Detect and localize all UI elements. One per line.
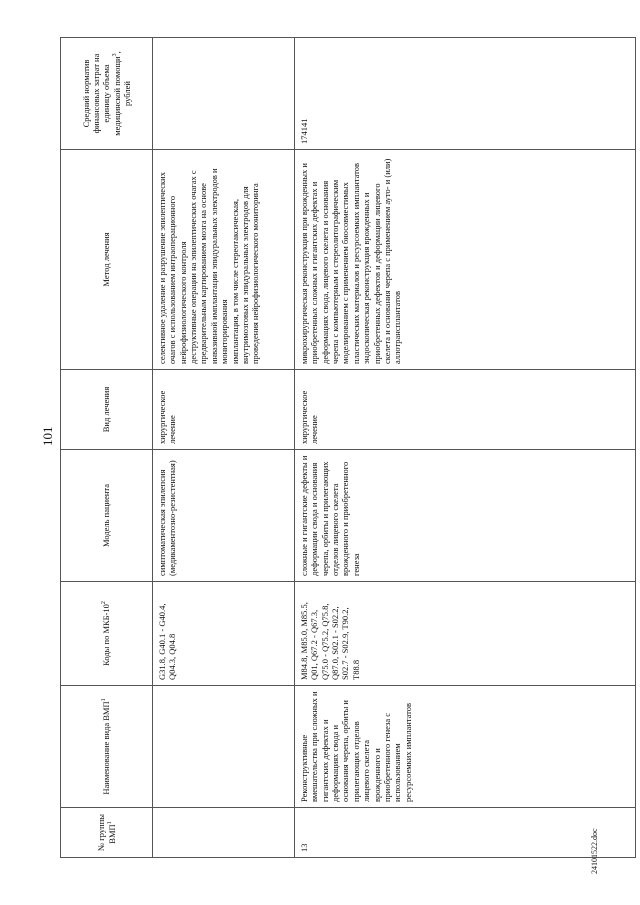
table-row bbox=[295, 38, 636, 858]
header-patient-model: Модель пациента bbox=[61, 450, 153, 582]
table-row bbox=[153, 38, 295, 858]
cell-treatment-method bbox=[153, 150, 295, 370]
treatment-method-item: деструктивные операции на эпилептических очагах с предварительным картированием мозга на основе инвазивной имплантации эпидуральных электродов и мониторирования bbox=[188, 168, 230, 364]
treatment-method-item: эндоскопическая реконструкция врожденных и приобретенных дефектов и деформации лицевого скелета и основания черепа с применением ауто- и (или) аллотрансплантатов bbox=[361, 158, 403, 364]
page-number: 101 bbox=[40, 426, 55, 446]
cell-treatment-method bbox=[295, 150, 636, 370]
treatment-method-item: селективное удаление и разрушение эпилептических очагов с использованием интраоперационного нейрофизиологического контроля bbox=[157, 172, 188, 364]
cell-avg-cost bbox=[153, 38, 295, 150]
cell-group-no bbox=[153, 808, 295, 858]
vmp-table bbox=[60, 37, 636, 858]
rotated-table-wrapper bbox=[60, 38, 636, 858]
cell-treatment-type: хирургическое лечение bbox=[153, 370, 295, 450]
cell-patient-model: симптоматическая эпилепсия (медикаментозно-резистентная) bbox=[153, 450, 295, 582]
cell-icd-codes: G31.8, G40.1 - G40.4, Q04.3, Q04.8 bbox=[153, 582, 295, 686]
header-icd-codes: Коды по МКБ-$10^2$ bbox=[61, 582, 153, 686]
cell-vmp-name: Реконструктивные вмешательства при сложных и гигантских дефектах и деформациях свода и основания черепа, орбиты и прилегающих отделов лицевого скелета врожденного и приобретенного генеза с использованием ресурсоемких имплантатов bbox=[295, 686, 636, 808]
table-header-row bbox=[61, 38, 153, 858]
cell-icd-codes: M84.8, M85.0, M85.5, Q01, Q67.2 - Q67.3, Q75.0 - Q75.2, Q75.8, Q87.0, S02.1 - S02.2, S02.7 - S02.9, T90.2, T88.8 bbox=[295, 582, 636, 686]
cell-treatment-type: хирургическое лечение bbox=[295, 370, 636, 450]
cell-avg-cost: 174141 bbox=[295, 38, 636, 150]
header-vmp-name: Наименование вида ВМП$^1$ bbox=[61, 686, 153, 808]
document-id: 24101522.doc bbox=[590, 828, 599, 874]
header-group-no: № группы ВМП$^1$ bbox=[61, 808, 153, 858]
treatment-method-item: имплантация, в том числе стереотаксическая, внутримозговых и эпидуральных электродов для проведения нейрофизиологического мониторинга bbox=[229, 183, 261, 364]
header-treatment-type: Вид лечения bbox=[61, 370, 153, 450]
header-avg-cost: Средний норматив финансовых затрат на единицу объема медицинской помощи$^3$, рублей bbox=[61, 38, 153, 150]
treatment-method-item: микрохирургическая реконструкция при врожденных и приобретенных сложных и гигантских дефектах и деформациях свода, лицевого скелета и основания черепа с компьютерным и стереолитографическим моделированием с применением биосовместимых пластических материалов и ресурсоемких имплантатов bbox=[299, 163, 361, 364]
cell-group-no: 13 bbox=[295, 808, 636, 858]
header-treatment-method: Метод лечения bbox=[61, 150, 153, 370]
cell-vmp-name bbox=[153, 686, 295, 808]
cell-patient-model: сложные и гигантские дефекты и деформации свода и основания черепа, орбиты и прилегающих отделов лицевого скелета врожденного и приобретенного генеза bbox=[295, 450, 636, 582]
